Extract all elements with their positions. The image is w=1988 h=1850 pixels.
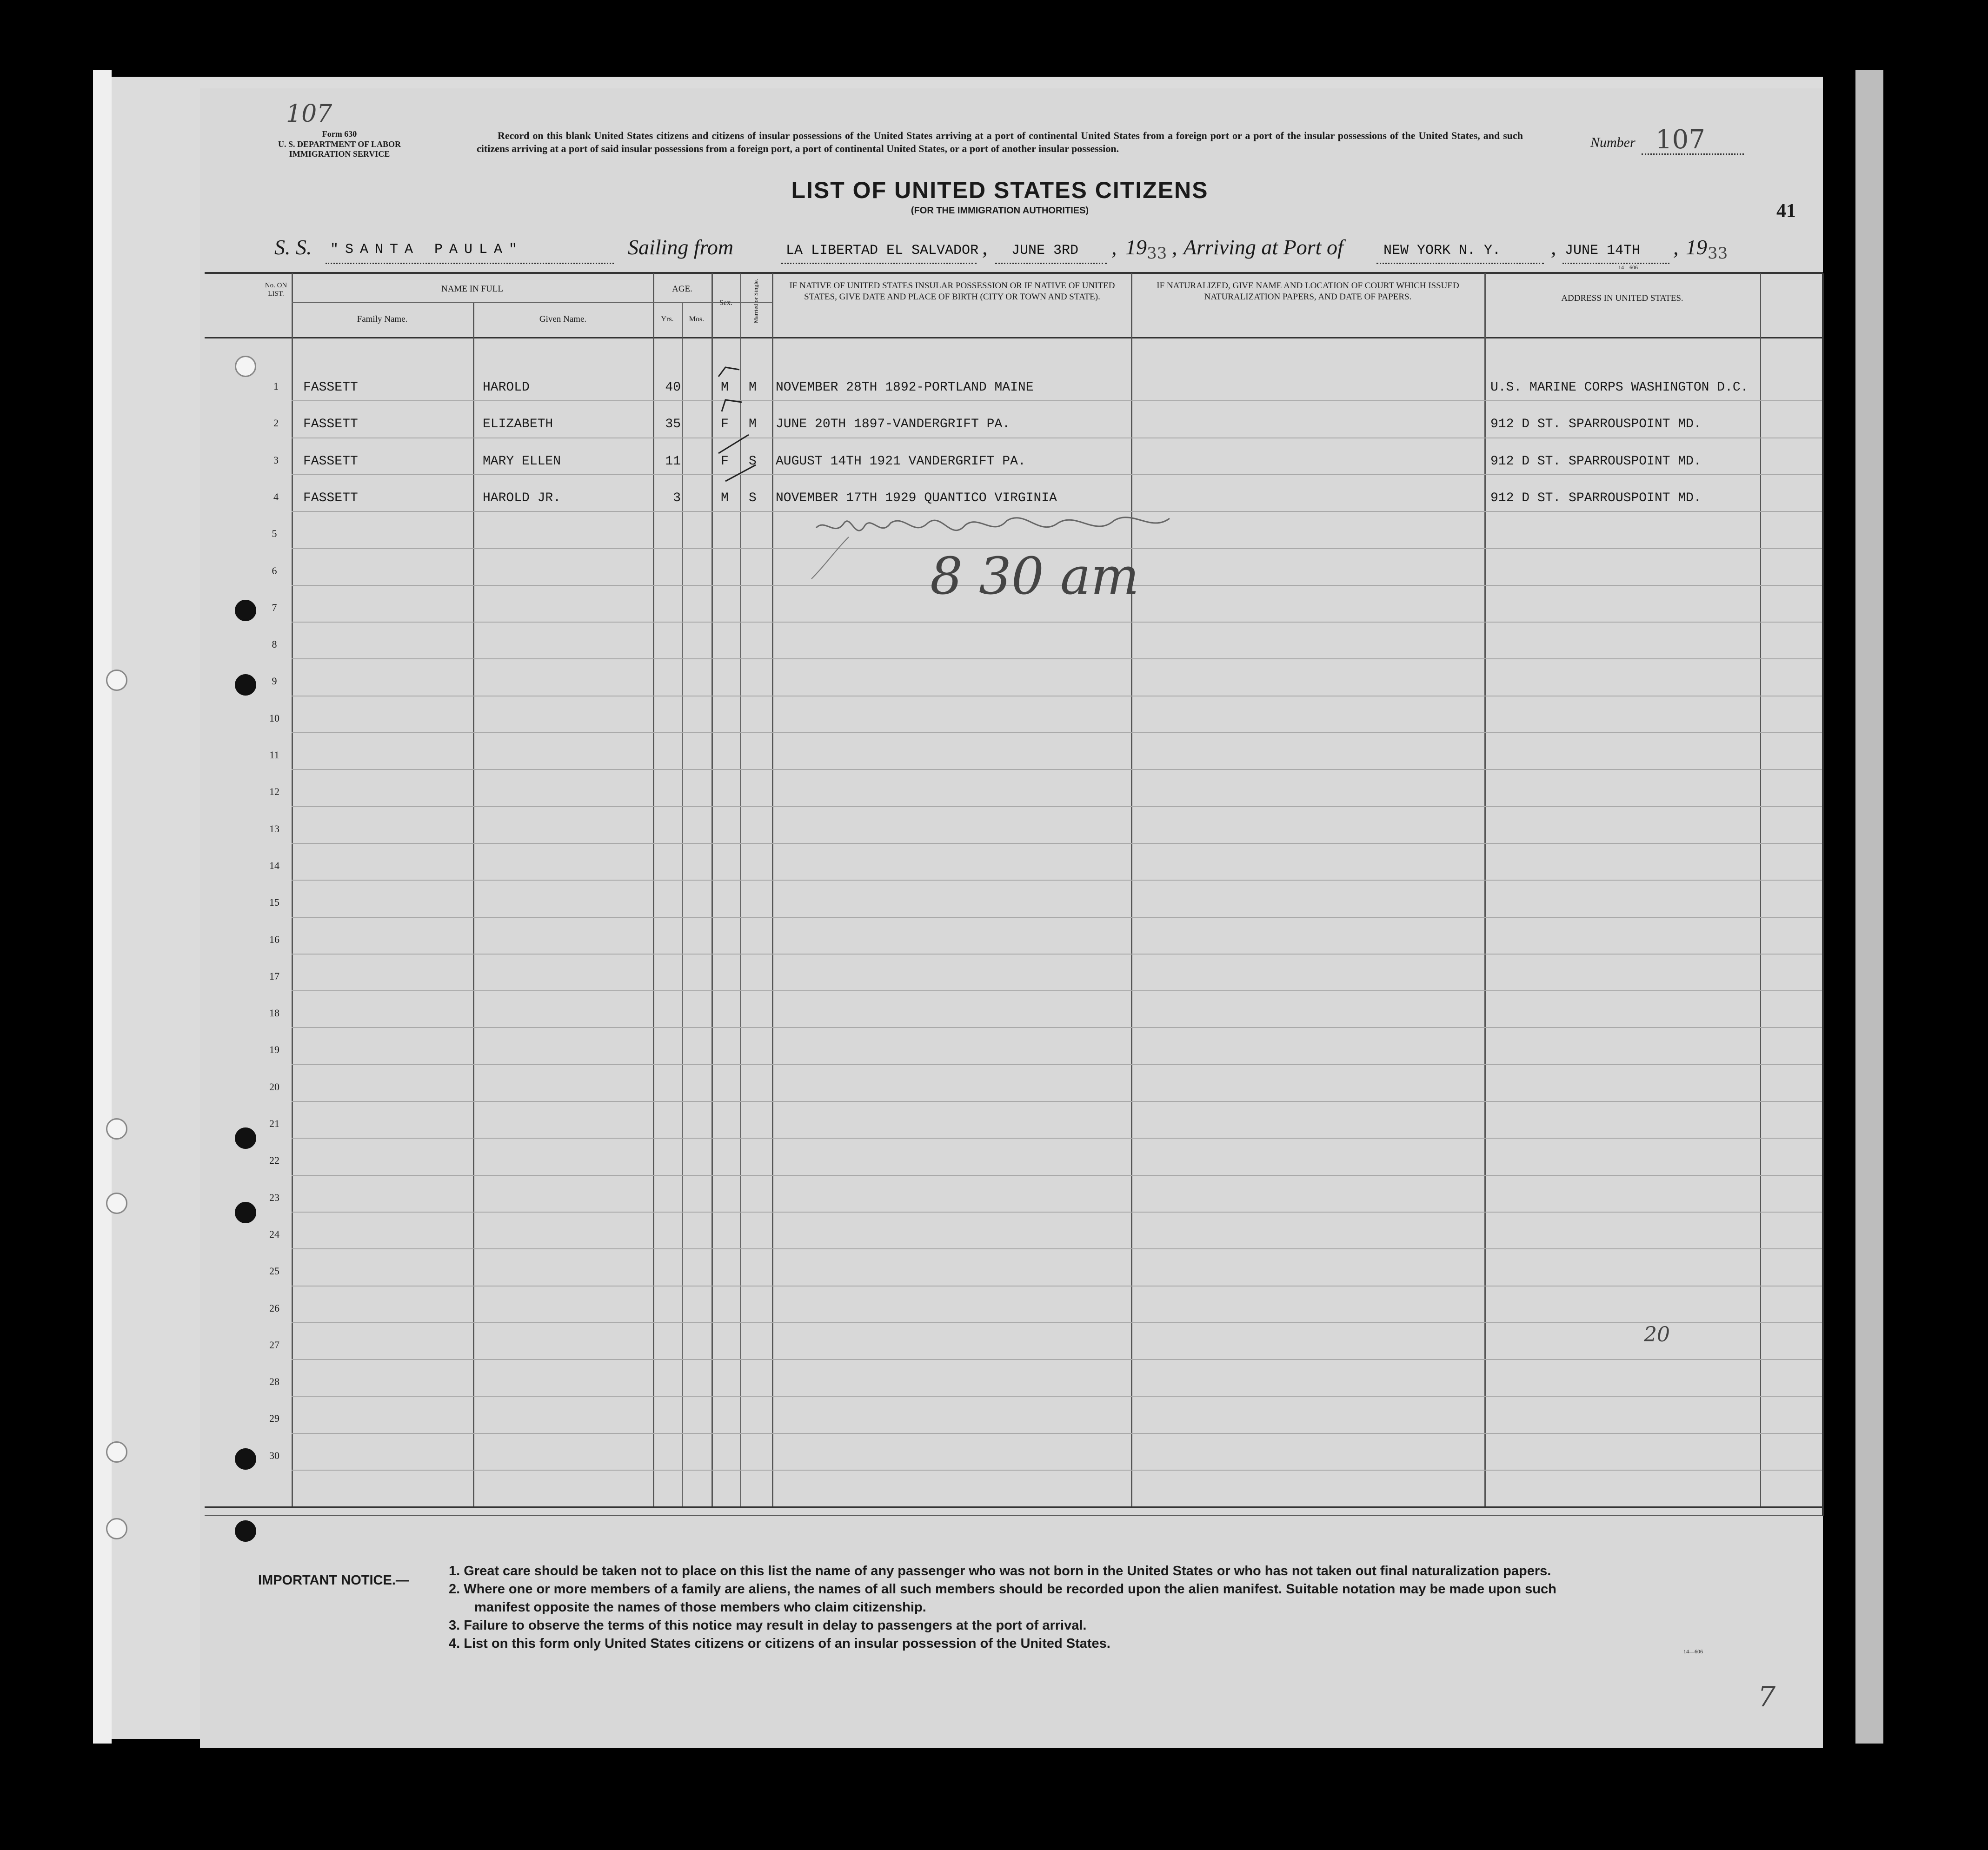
- number-label: Number: [1590, 135, 1636, 150]
- cell-no: 11: [269, 749, 279, 761]
- cell-yrs: 40: [665, 380, 681, 395]
- comma: ,: [982, 235, 988, 259]
- ss-label: S. S.: [274, 235, 312, 259]
- notice-item: 1. Great care should be taken not to place on this list the name of any passenger who was not born in the United States or who has not taken out final naturalization papers.: [449, 1564, 1551, 1578]
- punch-hole: [235, 1202, 256, 1223]
- cell-status: M: [749, 380, 757, 395]
- notice-item: 3. Failure to observe the terms of this notice may result in delay to passengers at the port of arrival.: [449, 1618, 1087, 1633]
- cell-no: 9: [272, 675, 277, 687]
- row-rule: [292, 1212, 1822, 1213]
- row-rule: [292, 1027, 1822, 1028]
- col-header-family: Family Name.: [357, 314, 408, 324]
- cell-no: 29: [269, 1412, 279, 1425]
- cell-birth: JUNE 20TH 1897-VANDERGRIFT PA.: [776, 417, 1011, 432]
- notice-label: IMPORTANT NOTICE.—: [258, 1573, 409, 1588]
- comma: ,: [1111, 235, 1117, 259]
- col-header-mos: Mos.: [689, 315, 705, 323]
- cell-no: 26: [269, 1302, 279, 1314]
- row-rule: [292, 806, 1822, 807]
- punch-hole: [106, 670, 127, 691]
- printer-code: 14—606: [1618, 264, 1638, 271]
- cell-no: 16: [269, 933, 279, 945]
- row-rule: [292, 1248, 1822, 1249]
- col-header-address: ADDRESS IN UNITED STATES.: [1561, 293, 1683, 303]
- table-right-edge: [1822, 273, 1824, 1516]
- check-marks: [670, 358, 772, 507]
- cell-no: 1: [273, 380, 279, 392]
- departure-port: LA LIBERTAD EL SALVADOR: [786, 243, 979, 259]
- punch-hole: [106, 1518, 127, 1539]
- cell-no: 21: [269, 1118, 279, 1129]
- service-name: IMMIGRATION SERVICE: [289, 149, 390, 159]
- cell-no: 24: [269, 1228, 279, 1240]
- cell-no: 17: [269, 970, 279, 982]
- punch-hole: [235, 1448, 256, 1470]
- cell-address: U.S. MARINE CORPS WASHINGTON D.C.: [1490, 380, 1749, 395]
- cell-no: 27: [269, 1339, 279, 1351]
- cell-status: S: [749, 491, 757, 505]
- arriving-label: Arriving at Port of: [1183, 235, 1343, 259]
- cell-no: 25: [269, 1265, 279, 1277]
- cell-sex: M: [721, 380, 729, 395]
- row-rule: [292, 1470, 1822, 1471]
- col-header-name: NAME IN FULL: [441, 284, 503, 294]
- arrival-date: JUNE 14TH: [1565, 243, 1641, 259]
- cell-no: 7: [272, 601, 277, 613]
- cell-no: 5: [272, 528, 277, 540]
- arrival-year: 33: [1708, 244, 1728, 263]
- col-divider: [653, 273, 654, 1506]
- cell-no: 28: [269, 1376, 279, 1388]
- cell-yrs: 11: [665, 454, 681, 469]
- cell-no: 8: [272, 638, 277, 650]
- form-preamble: Record on this blank United States citizens and citizens of insular possessions of the United States arriving at a port of continental United States from a foreign port or a port of the insular possessions of the United States, and such citizens arriving at a port of said insular possessions from a foreign port, a port of continental United States, or a port of another insular possession.: [477, 130, 1523, 154]
- page-title: LIST OF UNITED STATES CITIZENS: [791, 177, 1209, 203]
- ship-name: "SANTA PAULA": [330, 242, 524, 258]
- table-top-rule: [205, 272, 1823, 274]
- cell-sex: M: [721, 491, 729, 505]
- cell-no: 23: [269, 1191, 279, 1203]
- cell-birth: AUGUST 14TH 1921 VANDERGRIFT PA.: [776, 454, 1026, 469]
- row-rule: [292, 1359, 1822, 1360]
- row-rule: [292, 732, 1822, 733]
- page-subtitle: (FOR THE IMMIGRATION AUTHORITIES): [911, 206, 1089, 216]
- col-divider: [292, 273, 293, 1506]
- corner-page-number: 7: [1758, 1681, 1776, 1713]
- page-edge-right: [1855, 70, 1883, 1744]
- year-prefix: 19: [1125, 235, 1147, 259]
- cell-no: 18: [269, 1007, 279, 1019]
- cell-no: 13: [269, 822, 279, 835]
- cell-family: FASSETT: [303, 454, 358, 469]
- col-divider: [1760, 273, 1761, 1506]
- year-prefix: 19: [1686, 235, 1707, 259]
- punch-hole: [235, 600, 256, 621]
- row-rule: [292, 1396, 1822, 1397]
- row-rule: [292, 622, 1822, 623]
- cell-family: FASSETT: [303, 380, 358, 395]
- table-header-rule: [205, 337, 1823, 338]
- notice-item: 2. Where one or more members of a family are aliens, the names of all such members should be recorded upon the alien manifest. Suitable notation may be made upon such: [449, 1582, 1556, 1597]
- cell-birth: NOVEMBER 28TH 1892-PORTLAND MAINE: [776, 380, 1034, 395]
- row-rule: [292, 917, 1822, 918]
- punch-hole: [106, 1193, 127, 1214]
- row-rule: [292, 880, 1822, 881]
- cell-no: 12: [269, 786, 279, 798]
- notice-item: 4. List on this form only United States citizens or citizens of an insular possession of the United States.: [449, 1636, 1110, 1651]
- cell-birth: NOVEMBER 17TH 1929 QUANTICO VIRGINIA: [776, 491, 1057, 505]
- col-divider: [1131, 273, 1132, 1506]
- cell-no: 20: [269, 1081, 279, 1093]
- handwritten-time-note: 8 30 am: [930, 546, 1139, 606]
- departure-date: JUNE 3RD: [1011, 243, 1079, 259]
- sailing-label: Sailing from: [628, 235, 734, 259]
- col-divider: [473, 302, 474, 1506]
- cell-given: ELIZABETH: [483, 417, 553, 432]
- row-rule: [292, 1322, 1822, 1323]
- cell-no: 14: [269, 859, 279, 871]
- cell-no: 4: [273, 491, 279, 503]
- cell-no: 22: [269, 1154, 279, 1167]
- cell-no: 19: [269, 1044, 279, 1056]
- cell-status: S: [749, 454, 757, 469]
- arrival-port: NEW YORK N. Y.: [1383, 243, 1501, 259]
- row-rule: [292, 990, 1822, 991]
- cell-given: HAROLD JR.: [483, 491, 561, 505]
- punch-hole: [106, 1118, 127, 1140]
- cell-no: 30: [269, 1449, 279, 1461]
- col-divider: [772, 273, 773, 1506]
- punch-hole: [235, 356, 256, 377]
- col-header-age: AGE.: [672, 284, 692, 294]
- col-header-yrs: Yrs.: [661, 315, 674, 323]
- cell-sex: F: [721, 417, 729, 432]
- cell-sex: F: [721, 454, 729, 469]
- comma: ,: [1551, 235, 1556, 259]
- cell-address: 912 D ST. SPARROUSPOINT MD.: [1490, 491, 1702, 505]
- sheet-number: 41: [1776, 200, 1796, 222]
- header-subrule: [292, 302, 772, 303]
- notice-body: [449, 1562, 1760, 1653]
- cell-family: FASSETT: [303, 417, 358, 432]
- row-rule: [292, 769, 1822, 770]
- page-edge: [93, 70, 112, 1744]
- row-rule: [292, 954, 1822, 955]
- cell-family: FASSETT: [303, 491, 358, 505]
- punch-hole: [235, 1127, 256, 1149]
- row-rule: [292, 1064, 1822, 1065]
- row-rule: [292, 1175, 1822, 1176]
- cell-no: 6: [272, 564, 277, 577]
- arriving-label-comma: ,: [1172, 235, 1177, 259]
- handwritten-page-number: 107: [286, 100, 332, 128]
- notice-form-code: 14—606: [1683, 1648, 1703, 1655]
- col-header-naturalized: IF NATURALIZED, GIVE NAME AND LOCATION OF COURT WHICH ISSUED NATURALIZATION PAPERS, AND DATE OF PAPERS.: [1157, 281, 1459, 302]
- col-header-birth: IF NATIVE OF UNITED STATES INSULAR POSSESSION OR IF NATIVE OF UNITED STATES, GIVE DATE AND PLACE OF BIRTH (CITY OR TOWN AND STATE).: [789, 281, 1115, 302]
- punch-hole: [235, 674, 256, 696]
- cell-given: MARY ELLEN: [483, 454, 561, 469]
- cell-given: HAROLD: [483, 380, 530, 395]
- col-header-sex: Sex.: [719, 299, 732, 307]
- cell-yrs: 35: [665, 417, 681, 432]
- cell-status: M: [749, 417, 757, 432]
- number-value: 107: [1656, 125, 1705, 155]
- row-rule: [292, 843, 1822, 844]
- row-rule: [292, 474, 1822, 475]
- margin-count: 20: [1644, 1323, 1670, 1346]
- col-divider: [1484, 273, 1486, 1506]
- row-rule: [292, 658, 1822, 659]
- col-header-married-single: Married or Single.: [752, 278, 759, 324]
- row-rule: [292, 1101, 1822, 1102]
- row-rule: [292, 1433, 1822, 1434]
- departure-year: 33: [1147, 244, 1167, 263]
- cell-address: 912 D ST. SPARROUSPOINT MD.: [1490, 454, 1702, 469]
- punch-hole: [235, 1520, 256, 1542]
- form-number: Form 630: [322, 129, 357, 139]
- department-name: U. S. DEPARTMENT OF LABOR: [278, 139, 401, 149]
- punch-hole: [106, 1441, 127, 1463]
- col-header-no: No. ON LIST.: [265, 282, 287, 298]
- cell-no: 10: [269, 712, 279, 724]
- col-header-given: Given Name.: [539, 314, 587, 324]
- table-bottom-rule: [205, 1506, 1823, 1508]
- form-id-block: [246, 129, 432, 159]
- table-bottom-rule-2: [205, 1515, 1823, 1516]
- comma: ,: [1673, 235, 1679, 259]
- cell-no: 15: [269, 896, 279, 908]
- row-rule: [292, 1138, 1822, 1139]
- notice-item: manifest opposite the names of those members who claim citizenship.: [474, 1600, 926, 1615]
- row-rule: [292, 400, 1822, 401]
- cell-no: 3: [273, 454, 279, 466]
- cell-address: 912 D ST. SPARROUSPOINT MD.: [1490, 417, 1702, 432]
- cell-no: 2: [273, 417, 279, 429]
- cell-yrs: 3: [673, 491, 681, 505]
